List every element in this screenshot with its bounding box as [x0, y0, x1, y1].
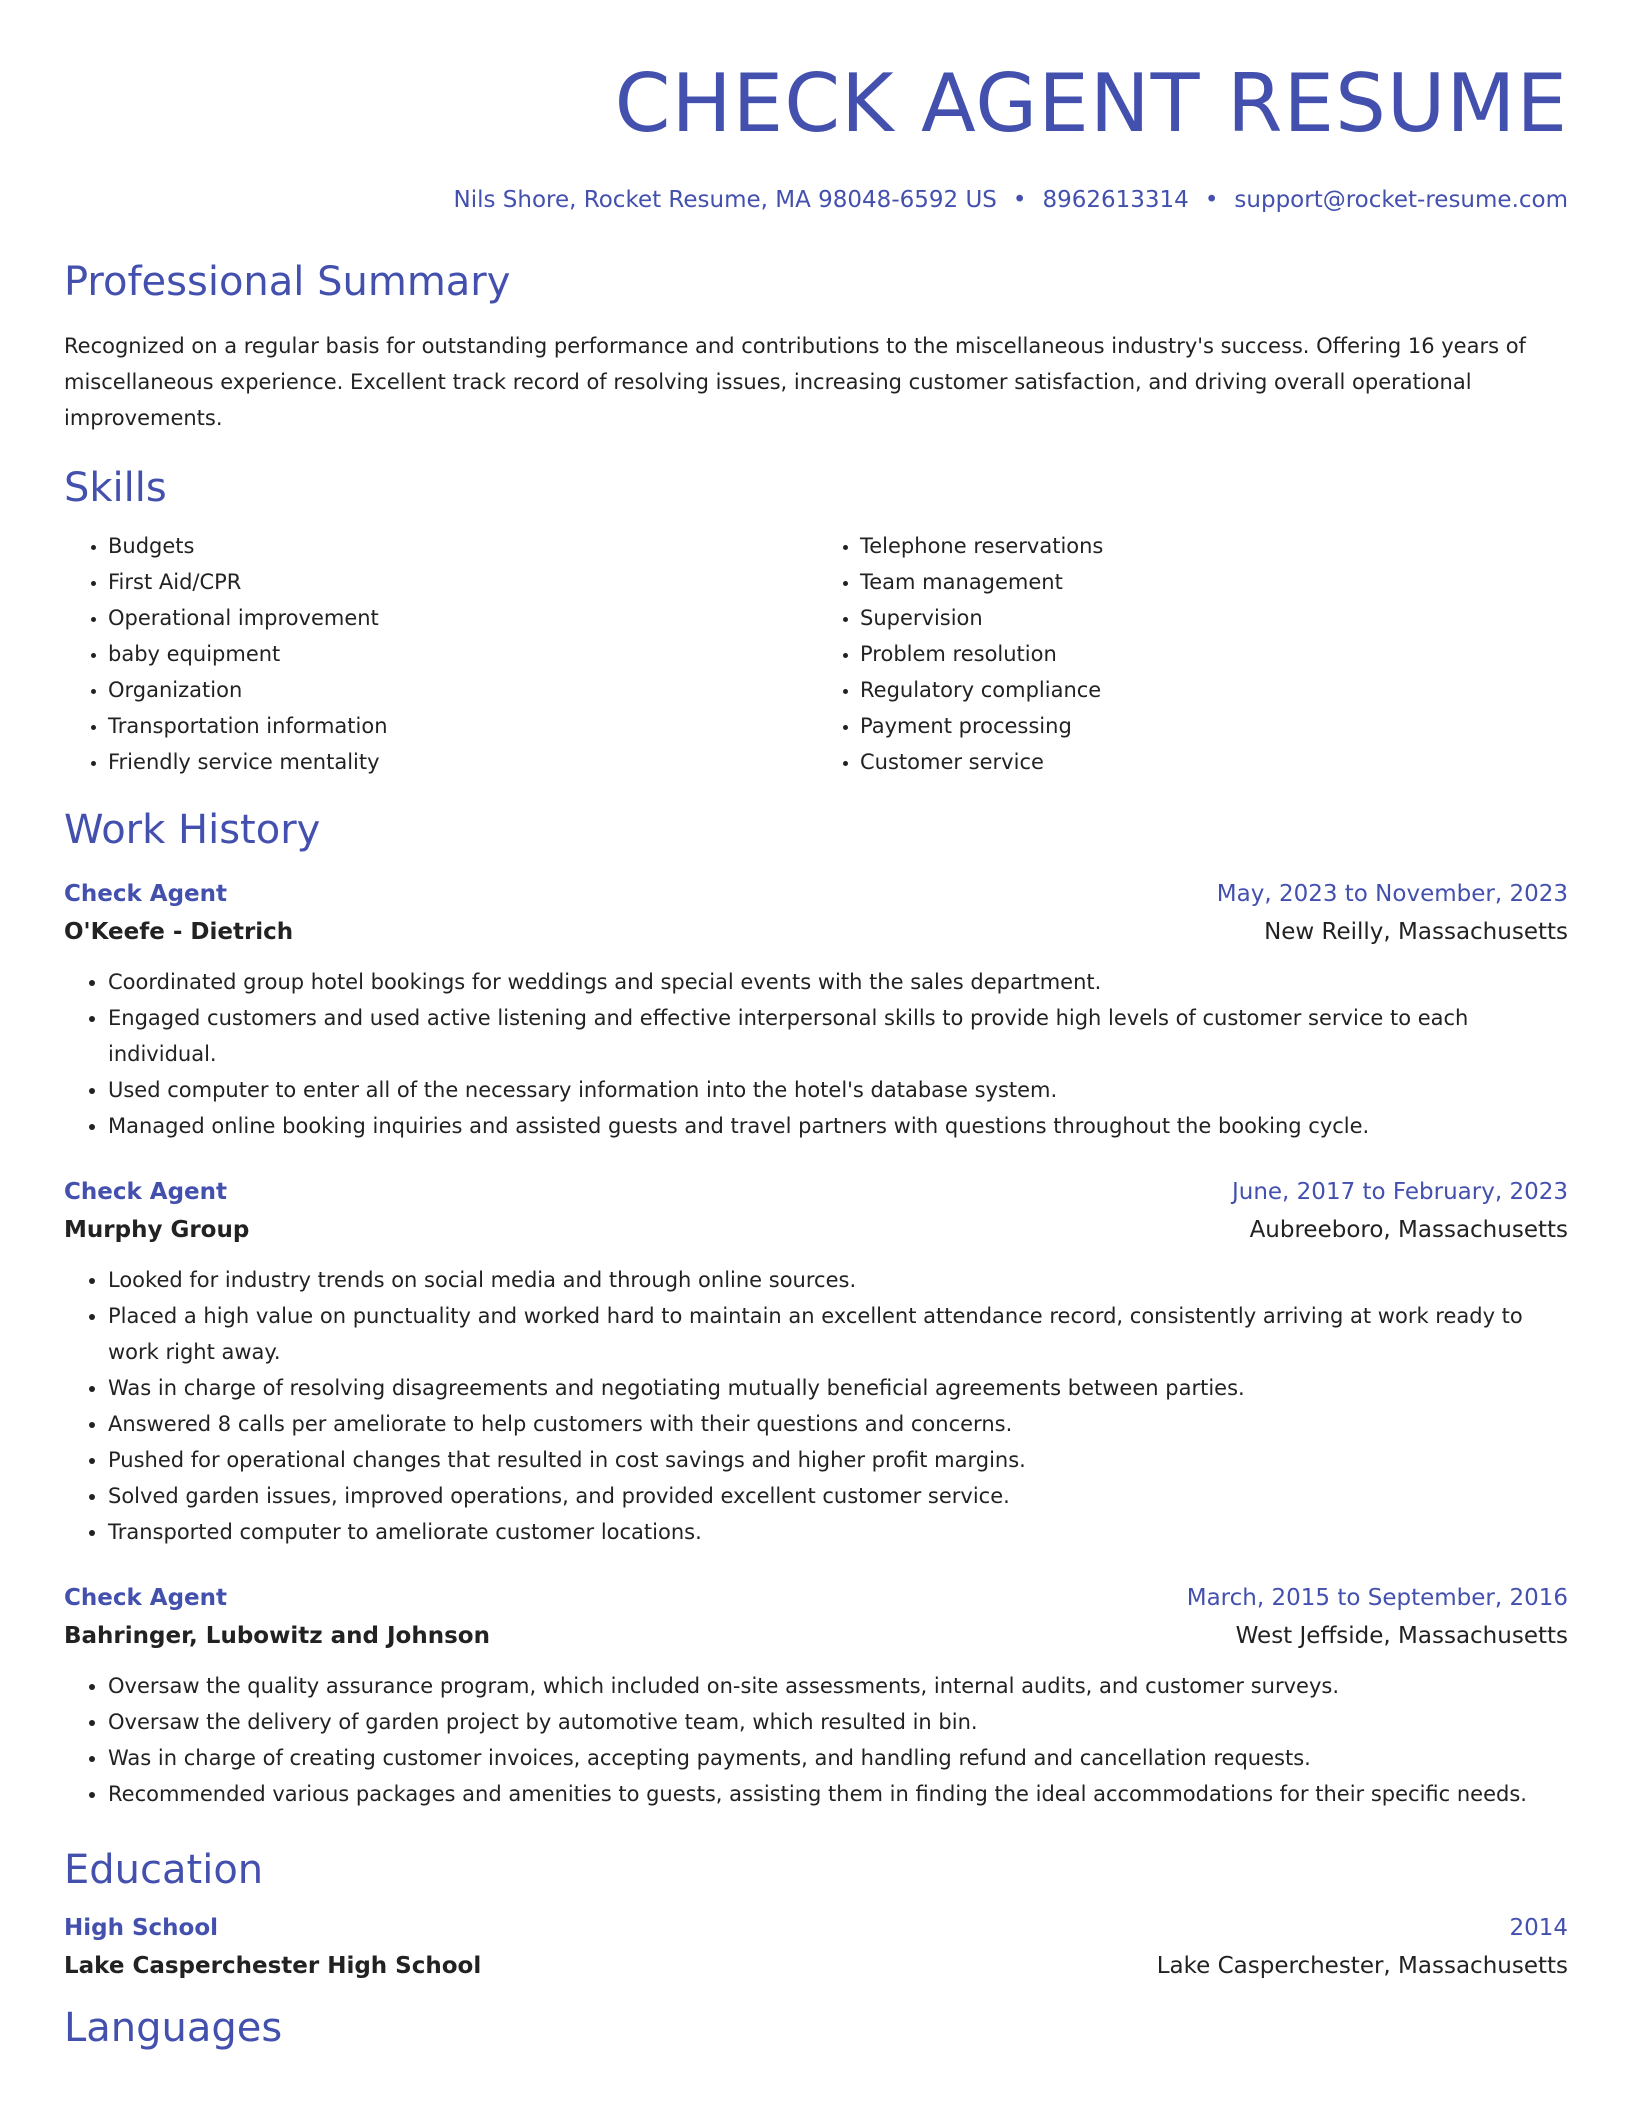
skill-item: • Organization — [108, 672, 816, 708]
contact-phone: 8962613314 — [1042, 187, 1189, 213]
skills-list — [64, 528, 1568, 780]
contact-separator: • — [1204, 187, 1219, 213]
job-title: Check Agent — [64, 881, 228, 907]
job-company: Murphy Group — [64, 1217, 250, 1243]
skill-item: • Problem resolution — [860, 636, 1568, 672]
skills-heading: Skills — [64, 465, 167, 511]
education-year: 2014 — [1509, 1915, 1568, 1941]
job-bullet: • Solved garden issues, improved operations, and provided excellent customer service. — [108, 1478, 1568, 1514]
job-title-row — [64, 1174, 1568, 1210]
education-school-row — [64, 1946, 1568, 1986]
education-school: Lake Casperchester High School — [64, 1953, 482, 1979]
job-bullet: • Was in charge of creating customer invoices, accepting payments, and handling refund and cancellation requests. — [108, 1740, 1568, 1776]
job-bullet: • Oversaw the quality assurance program, which included on-site assessments, internal audits, and customer surveys. — [108, 1668, 1568, 1704]
job-bullets — [64, 1262, 1568, 1550]
job-title: Check Agent — [64, 1179, 228, 1205]
resume-title: CHECK AGENT RESUME — [614, 57, 1568, 150]
job-dates: May, 2023 to November, 2023 — [1216, 881, 1568, 907]
job-bullet: • Pushed for operational changes that resulted in cost savings and higher profit margins. — [108, 1442, 1568, 1478]
job-title: Check Agent — [64, 1585, 228, 1611]
contact-email[interactable]: support@rocket-resume.com — [1234, 187, 1568, 213]
summary-text: Recognized on a regular basis for outstanding performance and contributions to the miscellaneous industry's success. Offering 16 years of miscellaneous experience. Excellent track record of resolving issues, increasing customer satisfaction, and driving overall operational improvements. — [64, 334, 1526, 430]
languages-heading: Languages — [64, 2005, 283, 2051]
job-company-row — [64, 1210, 1568, 1250]
resume-header — [64, 0, 1568, 214]
education-entry — [64, 1910, 1568, 1986]
job-dates: March, 2015 to September, 2016 — [1186, 1585, 1568, 1611]
job-bullets — [64, 964, 1568, 1144]
skill-item: • Supervision — [860, 600, 1568, 636]
job-bullet: • Recommended various packages and amenities to guests, assisting them in finding the ideal accommodations for their specific needs. — [108, 1776, 1568, 1812]
skills-column-left — [64, 528, 816, 780]
job-entry — [64, 1174, 1568, 1550]
skill-item: • baby equipment — [108, 636, 816, 672]
job-company-row — [64, 1616, 1568, 1656]
job-company: O'Keefe - Dietrich — [64, 919, 294, 945]
job-bullet: • Used computer to enter all of the necessary information into the hotel's database system. — [108, 1072, 1568, 1108]
job-entry — [64, 876, 1568, 1144]
skill-item: • Budgets — [108, 528, 816, 564]
skill-item: • First Aid/CPR — [108, 564, 816, 600]
job-entry — [64, 1580, 1568, 1812]
contact-address: Nils Shore, Rocket Resume, MA 98048-6592 US — [453, 187, 997, 213]
work-history-heading: Work History — [64, 807, 321, 853]
job-bullet: • Coordinated group hotel bookings for weddings and special events with the sales department. — [108, 964, 1568, 1000]
job-company: Bahringer, Lubowitz and Johnson — [64, 1623, 490, 1649]
skill-item: • Operational improvement — [108, 600, 816, 636]
skill-item: • Customer service — [860, 744, 1568, 780]
job-title-row — [64, 1580, 1568, 1616]
job-company-row — [64, 912, 1568, 952]
contact-separator: • — [1012, 187, 1027, 213]
job-location: West Jeffside, Massachusetts — [1235, 1623, 1568, 1649]
job-title-row — [64, 876, 1568, 912]
job-bullet: • Looked for industry trends on social media and through online sources. — [108, 1262, 1568, 1298]
job-bullet: • Managed online booking inquiries and assisted guests and travel partners with questions throughout the booking cycle. — [108, 1108, 1568, 1144]
job-dates: June, 2017 to February, 2023 — [1231, 1179, 1568, 1205]
skill-item: • Regulatory compliance — [860, 672, 1568, 708]
job-location: Aubreeboro, Massachusetts — [1249, 1217, 1568, 1243]
job-bullet: • Engaged customers and used active listening and effective interpersonal skills to provide high levels of customer service to each individual. — [108, 1000, 1568, 1072]
education-heading: Education — [64, 1847, 264, 1893]
skill-item: • Team management — [860, 564, 1568, 600]
job-bullet: • Placed a high value on punctuality and worked hard to maintain an excellent attendance record, consistently arriving at work ready to work right away. — [108, 1298, 1568, 1370]
skill-item: • Transportation information — [108, 708, 816, 744]
skills-column-right — [816, 528, 1568, 780]
education-degree: High School — [64, 1915, 219, 1941]
skill-item: • Friendly service mentality — [108, 744, 816, 780]
job-bullet: • Oversaw the delivery of garden project by automotive team, which resulted in bin. — [108, 1704, 1568, 1740]
summary-heading: Professional Summary — [64, 259, 511, 305]
job-bullet: • Was in charge of resolving disagreements and negotiating mutually beneficial agreements between parties. — [108, 1370, 1568, 1406]
skill-item: • Payment processing — [860, 708, 1568, 744]
education-location: Lake Casperchester, Massachusetts — [1156, 1953, 1568, 1979]
contact-line — [64, 186, 1568, 214]
education-degree-row — [64, 1910, 1568, 1946]
job-bullet: • Answered 8 calls per ameliorate to help customers with their questions and concerns. — [108, 1406, 1568, 1442]
job-bullet: • Transported computer to ameliorate customer locations. — [108, 1514, 1568, 1550]
skill-item: • Telephone reservations — [860, 528, 1568, 564]
job-location: New Reilly, Massachusetts — [1264, 919, 1568, 945]
job-bullets — [64, 1668, 1568, 1812]
